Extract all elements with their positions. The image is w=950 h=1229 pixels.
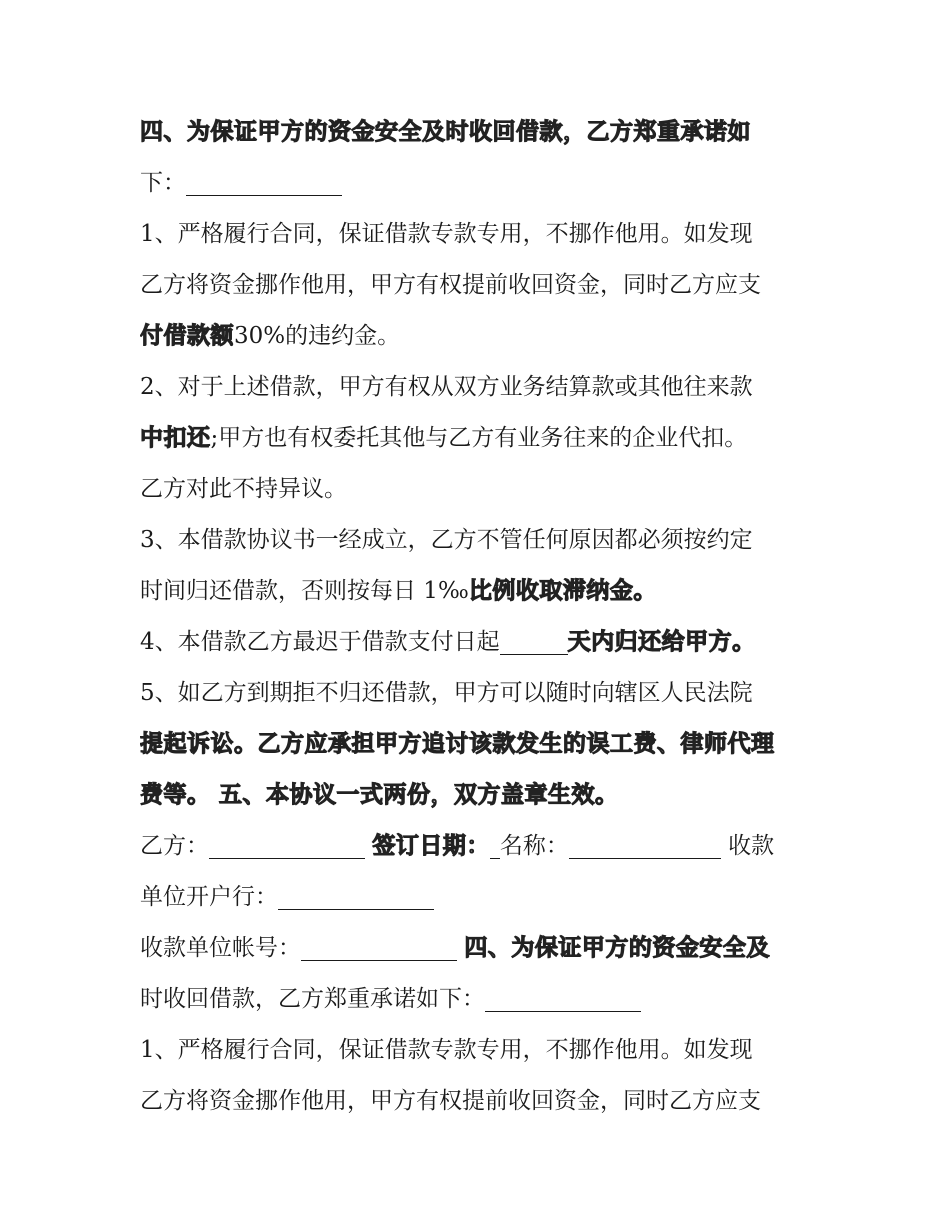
stylized-text: 四、为保证甲方的资金安全及时收回借款，乙方郑重承诺如 bbox=[140, 119, 751, 145]
text-line bbox=[140, 1028, 820, 1079]
text-line bbox=[140, 518, 820, 569]
stylized-text: 天内归还给甲方。 bbox=[567, 629, 756, 655]
text-line bbox=[140, 314, 820, 365]
stylized-text: 付借款额 bbox=[140, 323, 234, 349]
text-segment: 乙方将资金挪作他用，甲方有权提前收回资金，同时乙方应支 bbox=[140, 272, 761, 298]
text-segment: 乙方： bbox=[140, 833, 209, 859]
text-segment: 名称： bbox=[499, 833, 569, 859]
text-segment: 下： bbox=[140, 170, 186, 196]
text-line bbox=[140, 824, 820, 875]
text-segment: 时收回借款，乙方郑重承诺如下： bbox=[140, 986, 485, 1012]
text-segment: 乙方将资金挪作他用，甲方有权提前收回资金，同时乙方应支 bbox=[140, 1088, 761, 1114]
text-line bbox=[140, 722, 820, 773]
fill-in-blank bbox=[278, 881, 434, 910]
text-line bbox=[140, 365, 820, 416]
stylized-text: 中扣还 bbox=[140, 425, 211, 451]
text-segment: 4、本借款乙方最迟于借款支付日起 bbox=[140, 629, 500, 655]
fill-in-blank bbox=[569, 830, 721, 859]
text-segment: 5、如乙方到期拒不归还借款，甲方可以随时向辖区人民法院 bbox=[140, 680, 753, 706]
stylized-text: 签订日期： bbox=[372, 833, 490, 859]
text-segment: 收款 bbox=[728, 833, 775, 859]
text-line bbox=[140, 926, 820, 977]
text-segment: 1、严格履行合同，保证借款专款专用，不挪作他用。如发现 bbox=[140, 1037, 753, 1063]
text-line bbox=[140, 263, 820, 314]
text-line bbox=[140, 161, 820, 212]
fill-in-blank bbox=[500, 626, 568, 655]
text-line bbox=[140, 212, 820, 263]
stylized-text: 提起诉讼。乙方应承担甲方追讨该款发生的误工费、律师代理 bbox=[140, 731, 775, 757]
text-segment: 单位开户行： bbox=[140, 884, 278, 910]
text-line bbox=[140, 416, 820, 467]
text-line bbox=[140, 977, 820, 1028]
document-body bbox=[140, 110, 820, 1130]
text-segment: ;甲方也有权委托其他与乙方有业务往来的企业代扣。 bbox=[210, 425, 748, 451]
text-segment: 时间归还借款，否则按每日 1‰ bbox=[140, 578, 469, 604]
text-segment: 2、对于上述借款，甲方有权从双方业务结算款或其他往来款 bbox=[140, 374, 753, 400]
text-segment: 3、本借款协议书一经成立，乙方不管任何原因都必须按约定 bbox=[140, 527, 753, 553]
stylized-text: 比例收取滞纳金。 bbox=[468, 578, 657, 604]
fill-in-blank bbox=[186, 167, 342, 196]
text-line bbox=[140, 1079, 820, 1130]
text-line bbox=[140, 569, 820, 620]
text-line bbox=[140, 620, 820, 671]
text-segment: 1、严格履行合同，保证借款专款专用，不挪作他用。如发现 bbox=[140, 221, 753, 247]
text-line bbox=[140, 110, 820, 161]
fill-in-blank bbox=[209, 830, 365, 859]
fill-in-blank bbox=[301, 932, 457, 961]
text-segment: 乙方对此不持异议。 bbox=[140, 476, 347, 502]
text-line bbox=[140, 671, 820, 722]
text-line bbox=[140, 773, 820, 824]
stylized-text: 费等。 五、本协议一式两份，双方盖章生效。 bbox=[140, 782, 619, 808]
fill-in-blank bbox=[490, 830, 500, 859]
text-segment: 30%的违约金。 bbox=[234, 323, 401, 349]
fill-in-blank bbox=[485, 983, 641, 1012]
text-line bbox=[140, 875, 820, 926]
stylized-text: 四、为保证甲方的资金安全及 bbox=[464, 935, 770, 961]
text-segment: 收款单位帐号： bbox=[140, 935, 301, 961]
text-line bbox=[140, 467, 820, 518]
